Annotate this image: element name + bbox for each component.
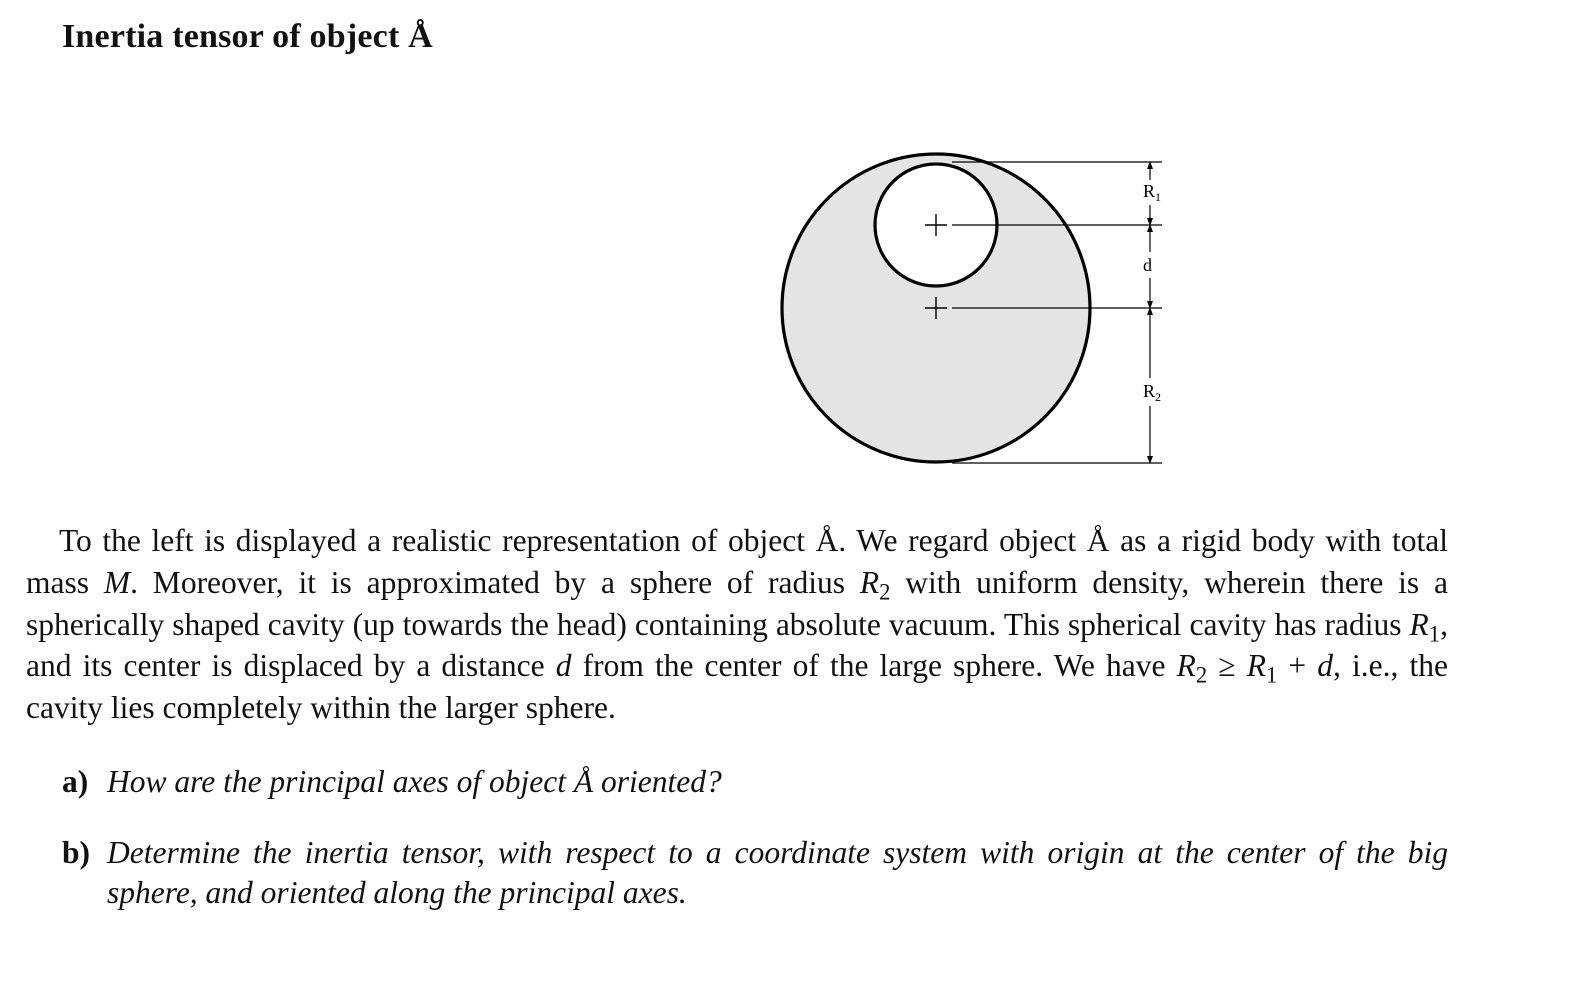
dimension-guide-lines <box>952 162 1162 463</box>
question-a <box>62 762 1448 802</box>
sphere-center-mark <box>925 297 947 319</box>
cavity-center-mark <box>925 214 947 236</box>
problem-paragraph: To the left is displayed a realistic representation of object Å. We regard object Å as a rigid body with total mass M. Moreover, it is approximated by a sphere of radius $R_2$ with uniform density, wherein there is a spherically shaped cavity (up towards the head) containing absolute vacuum. This spherical cavity has radius $R_1$, and its center is displaced by a distance d from the center of the large sphere. We have $R_2 \ge R_1 + d$, i.e., the cavity lies completely within the larger sphere. <box>26 523 1448 726</box>
label-r1: $R_1$ <box>1143 181 1162 204</box>
question-label: a) <box>62 764 89 799</box>
question-b <box>62 833 1448 913</box>
large-sphere <box>782 154 1090 462</box>
question-label: b) <box>62 835 91 870</box>
question-text: Determine the inertia tensor, with respect to a coordinate system with origin at the center of the big sphere, and oriented along the principal axes. <box>107 835 1448 910</box>
cavity-sphere <box>875 164 997 286</box>
label-r2: $R_2$ <box>1143 381 1162 404</box>
page-title: Inertia tensor of object Å <box>62 18 433 55</box>
question-text: How are the principal axes of object Å oriented? <box>107 764 722 799</box>
label-d: d <box>1143 255 1152 275</box>
